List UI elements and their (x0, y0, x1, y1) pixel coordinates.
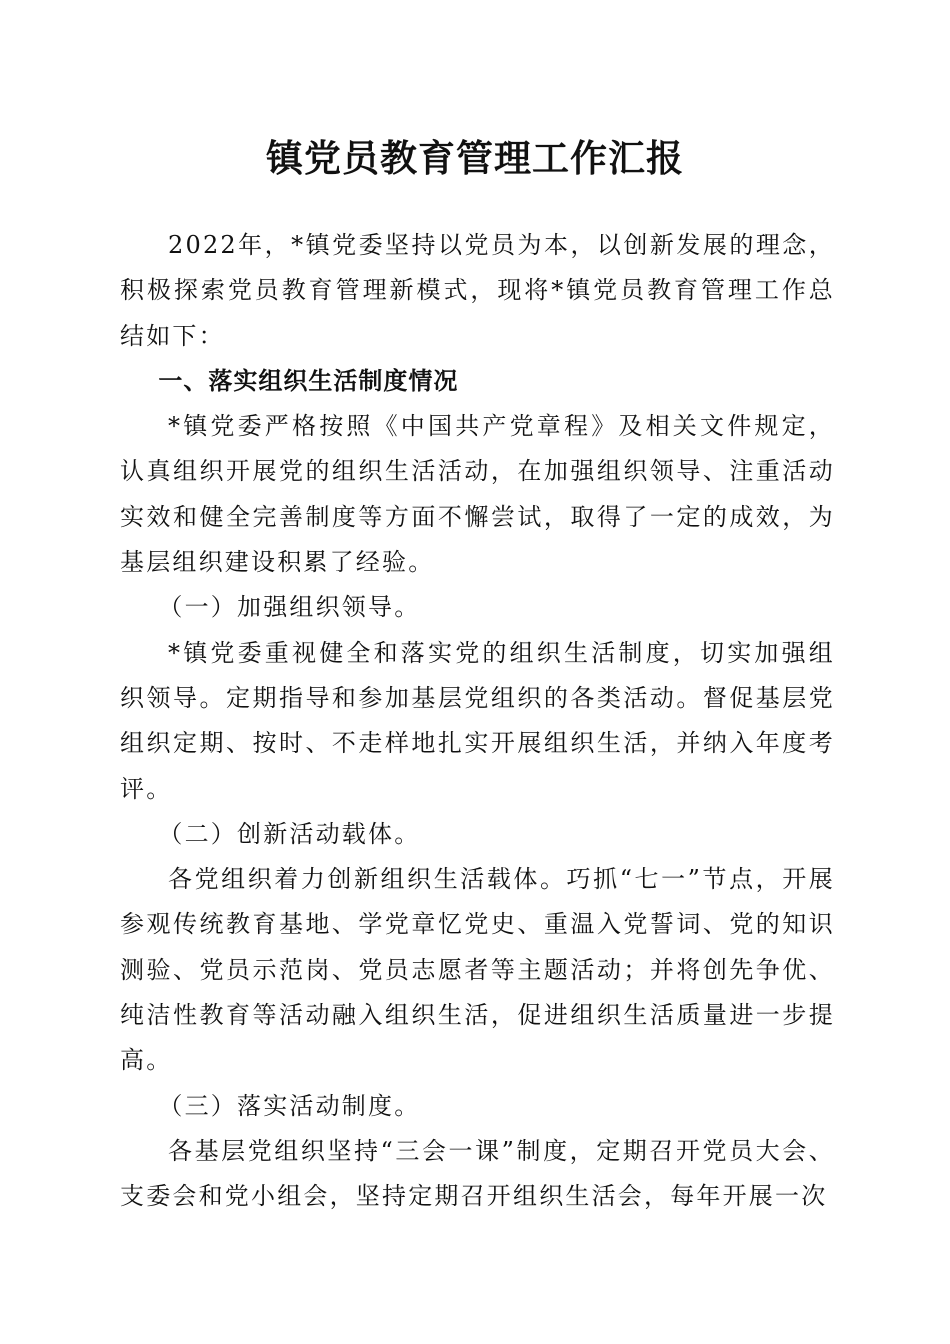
intro-paragraph: 2022年，*镇党委坚持以党员为本，以创新发展的理念，积极探索党员教育管理新模式，现将*镇党员教育管理工作总结如下： (120, 231, 835, 350)
subsection-heading-1: （一）加强组织领导。 (158, 593, 421, 622)
subsection-heading-2: （二）创新活动载体。 (158, 819, 421, 848)
document-body (120, 223, 835, 1220)
subsection-2-paragraph: 各党组织着力创新组织生活载体。巧抓“七一”节点，开展参观传统教育基地、学党章忆党史、重温入党誓词、党的知识测验、党员示范岗、党员志愿者等主题活动；并将创先争优、纯洁性教育等活动融入组织生活，促进组织生活质量进一步提高。 (120, 865, 835, 1075)
section-1-paragraph: *镇党委严格按照《中国共产党章程》及相关文件规定，认真组织开展党的组织生活活动，在加强组织领导、注重活动实效和健全完善制度等方面不懈尝试，取得了一定的成效，为基层组织建设积累了经验。 (120, 412, 835, 577)
subsection-3-paragraph: 各基层党组织坚持“三会一课”制度，定期召开党员大会、支委会和党小组会，坚持定期召开组织生活会，每年开展一次 (120, 1136, 835, 1211)
document-title: 镇党员教育管理工作汇报 (266, 136, 684, 180)
subsection-1-paragraph: *镇党委重视健全和落实党的组织生活制度，切实加强组织领导。定期指导和参加基层党组织的各类活动。督促基层党组织定期、按时、不走样地扎实开展组织生活，并纳入年度考评。 (120, 638, 835, 803)
subsection-heading-3: （三）落实活动制度。 (158, 1091, 421, 1120)
section-heading-1: 一、落实组织生活制度情况 (158, 366, 459, 395)
